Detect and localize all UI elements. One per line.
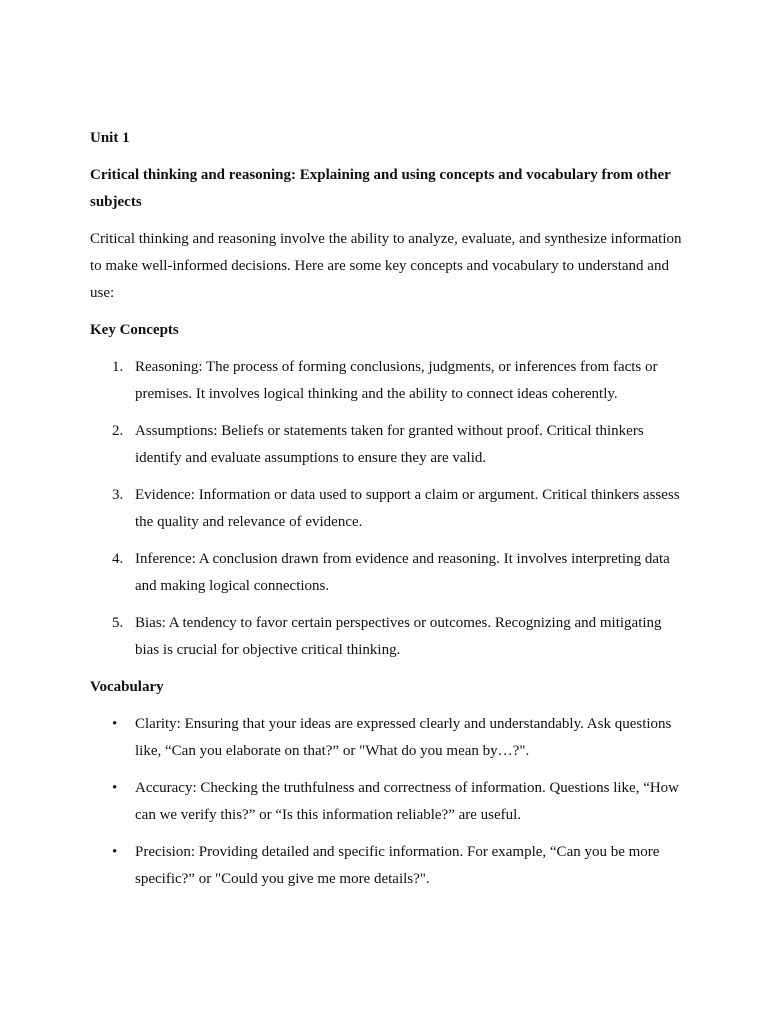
list-item-text: Evidence: Information or data used to support a claim or argument. Critical thinkers assess the quality and relevance of evidence. xyxy=(135,487,680,530)
key-concepts-heading: Key Concepts xyxy=(90,322,179,338)
list-number: 2. xyxy=(112,423,124,439)
vocabulary-heading: Vocabulary xyxy=(90,679,164,695)
list-item xyxy=(90,711,682,765)
list-item xyxy=(90,546,682,600)
unit-title: Unit 1 xyxy=(90,130,130,146)
list-item-text: Reasoning: The process of forming conclusions, judgments, or inferences from facts or premises. It involves logical thinking and the ability to connect ideas coherently. xyxy=(135,359,658,402)
list-item xyxy=(90,354,682,408)
list-item xyxy=(90,482,682,536)
list-item-text: Clarity: Ensuring that your ideas are expressed clearly and understandably. Ask questions like, “Can you elaborate on that?” or "What do you mean by…?". xyxy=(135,716,672,759)
list-number: 3. xyxy=(112,487,124,503)
key-concepts-list xyxy=(90,354,682,664)
list-item-text: Assumptions: Beliefs or statements taken for granted without proof. Critical thinkers identify and evaluate assumptions to ensure they are valid. xyxy=(135,423,644,466)
list-item-text: Bias: A tendency to favor certain perspectives or outcomes. Recognizing and mitigating bias is crucial for objective critical thinking. xyxy=(135,615,662,658)
bullet-icon: • xyxy=(112,844,118,860)
bullet-icon: • xyxy=(112,716,118,732)
list-number: 5. xyxy=(112,615,124,631)
list-item xyxy=(90,610,682,664)
list-number: 1. xyxy=(112,359,124,375)
main-heading: Critical thinking and reasoning: Explaining and using concepts and vocabulary from other subjects xyxy=(90,167,671,210)
list-item xyxy=(90,418,682,472)
vocabulary-list xyxy=(90,711,682,893)
list-item-text: Accuracy: Checking the truthfulness and correctness of information. Questions like, “How can we verify this?” or “Is this information reliable?” are useful. xyxy=(135,780,680,823)
document-page xyxy=(90,125,682,903)
list-item xyxy=(90,775,682,829)
list-number: 4. xyxy=(112,551,124,567)
list-item-text: Precision: Providing detailed and specific information. For example, “Can you be more specific?” or "Could you give me more details?". xyxy=(135,844,660,887)
list-item-text: Inference: A conclusion drawn from evidence and reasoning. It involves interpreting data and making logical connections. xyxy=(135,551,670,594)
bullet-icon: • xyxy=(112,780,118,796)
list-item xyxy=(90,839,682,893)
intro-paragraph: Critical thinking and reasoning involve the ability to analyze, evaluate, and synthesize information to make well-informed decisions. Here are some key concepts and vocabulary to understand and use: xyxy=(90,231,682,301)
